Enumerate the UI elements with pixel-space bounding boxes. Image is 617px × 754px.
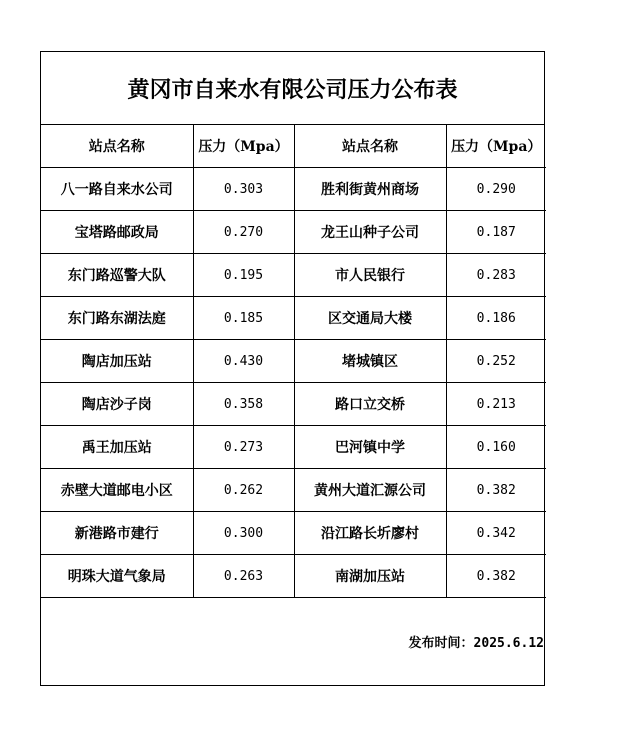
pressure-value: 0.185 [193, 297, 294, 340]
pressure-value: 0.342 [446, 512, 546, 555]
table-row [41, 383, 546, 426]
table-row [41, 469, 546, 512]
station-name: 区交通局大楼 [294, 297, 446, 340]
pressure-value: 0.213 [446, 383, 546, 426]
pressure-value: 0.187 [446, 211, 546, 254]
station-name: 胜利街黄州商场 [294, 168, 446, 211]
station-name: 南湖加压站 [294, 555, 446, 598]
publish-time [409, 632, 544, 651]
pressure-value: 0.186 [446, 297, 546, 340]
table-row [41, 555, 546, 598]
pressure-value: 0.270 [193, 211, 294, 254]
header-pressure-2: 压力（Mpa） [446, 125, 546, 168]
station-name: 明珠大道气象局 [41, 555, 193, 598]
pressure-value: 0.303 [193, 168, 294, 211]
pressure-value: 0.283 [446, 254, 546, 297]
pressure-value: 0.252 [446, 340, 546, 383]
header-station-name-1: 站点名称 [41, 125, 193, 168]
table-row [41, 211, 546, 254]
pressure-value: 0.430 [193, 340, 294, 383]
pressure-value: 0.358 [193, 383, 294, 426]
pressure-sheet [40, 51, 545, 686]
table-row [41, 297, 546, 340]
pressure-value: 0.160 [446, 426, 546, 469]
header-pressure-1: 压力（Mpa） [193, 125, 294, 168]
station-name: 路口立交桥 [294, 383, 446, 426]
station-name: 巴河镇中学 [294, 426, 446, 469]
pressure-value: 0.382 [446, 555, 546, 598]
pressure-value: 0.273 [193, 426, 294, 469]
table-row [41, 512, 546, 555]
station-name: 陶店沙子岗 [41, 383, 193, 426]
publish-date: 2025.6.12 [473, 636, 544, 651]
station-name: 宝塔路邮政局 [41, 211, 193, 254]
station-name: 东门路巡警大队 [41, 254, 193, 297]
table-row [41, 426, 546, 469]
station-name: 新港路市建行 [41, 512, 193, 555]
station-name: 禹王加压站 [41, 426, 193, 469]
station-name: 陶店加压站 [41, 340, 193, 383]
station-name: 八一路自来水公司 [41, 168, 193, 211]
pressure-value: 0.382 [446, 469, 546, 512]
table-header-row [41, 125, 546, 168]
sheet-title: 黄冈市自来水有限公司压力公布表 [41, 52, 544, 125]
station-name: 市人民银行 [294, 254, 446, 297]
station-name: 龙王山种子公司 [294, 211, 446, 254]
pressure-value: 0.300 [193, 512, 294, 555]
pressure-value: 0.263 [193, 555, 294, 598]
pressure-value: 0.290 [446, 168, 546, 211]
pressure-value: 0.195 [193, 254, 294, 297]
header-station-name-2: 站点名称 [294, 125, 446, 168]
station-name: 堵城镇区 [294, 340, 446, 383]
station-name: 黄州大道汇源公司 [294, 469, 446, 512]
station-name: 东门路东湖法庭 [41, 297, 193, 340]
station-name: 赤壁大道邮电小区 [41, 469, 193, 512]
table-row [41, 168, 546, 211]
publish-time-label: 发布时间： [408, 636, 474, 651]
station-name: 沿江路长圻廖村 [294, 512, 446, 555]
table-row [41, 340, 546, 383]
pressure-value: 0.262 [193, 469, 294, 512]
pressure-table [41, 125, 546, 598]
table-row [41, 254, 546, 297]
